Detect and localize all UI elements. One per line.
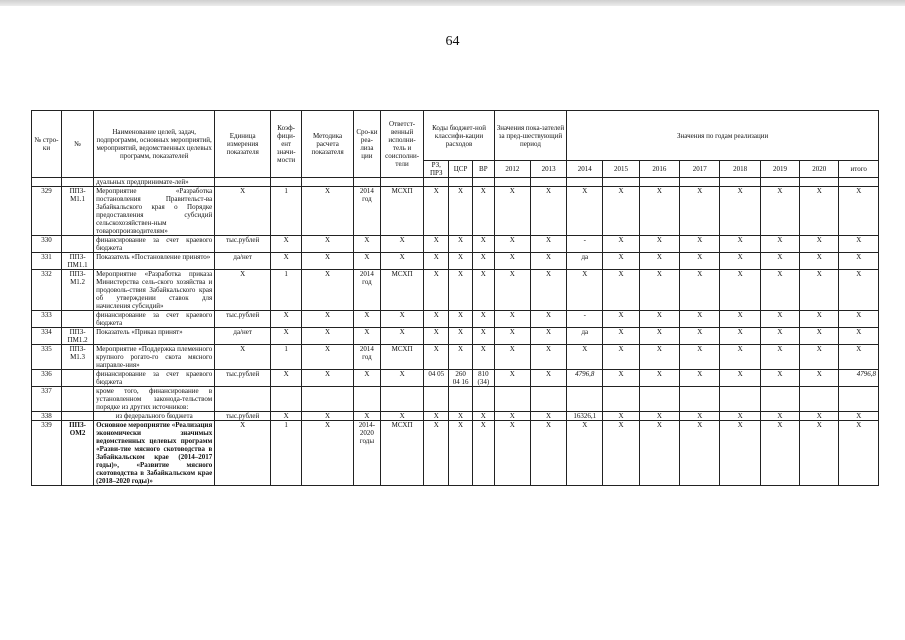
row-number: 333 [32, 311, 62, 328]
row-value-2017: Х [680, 311, 720, 328]
row-value-total: Х [839, 187, 879, 236]
row-vr: Х [472, 253, 494, 270]
row-method [302, 387, 354, 412]
row-rz: Х [424, 311, 449, 328]
row-value-2013: Х [530, 187, 566, 236]
header-year-2013: 2013 [530, 161, 566, 178]
row-number [32, 178, 62, 187]
row-number: 337 [32, 387, 62, 412]
row-term: 2014 год [353, 345, 380, 370]
row-value-total: Х [839, 236, 879, 253]
header-vr: ВР [472, 161, 494, 178]
table-row [32, 345, 879, 370]
row-value-2020: Х [800, 187, 839, 236]
row-number: 336 [32, 370, 62, 387]
row-value-2020: Х [800, 421, 839, 486]
row-value-2020: Х [800, 236, 839, 253]
row-code [62, 370, 94, 387]
page-number: 64 [445, 34, 460, 49]
row-name: кроме того, финансирование в установленном законода-тельством порядке из других источников: [94, 387, 215, 412]
row-value-2015: Х [603, 236, 639, 253]
row-value-2014: да [567, 328, 603, 345]
row-code: ППЗ-ОМ2 [62, 421, 94, 486]
row-value-2018: Х [720, 412, 760, 421]
header-num: № [62, 111, 94, 178]
row-value-2012: Х [494, 370, 530, 387]
row-value-2014 [567, 387, 603, 412]
row-value-2017: Х [680, 270, 720, 311]
row-value-2017: Х [680, 253, 720, 270]
row-value-2013: Х [530, 311, 566, 328]
row-value-2017: Х [680, 412, 720, 421]
row-value-2015: Х [603, 412, 639, 421]
scan-top-edge [0, 0, 905, 6]
row-resp: МСХП [380, 345, 423, 370]
table-row [32, 412, 879, 421]
row-value-2016: Х [639, 187, 679, 236]
row-name: Мероприятие «Разработка приказа Министерства сель-ского хозяйства и продоволь-ствия Забайкальского края об утверждении ставок для начисления субсидий» [94, 270, 215, 311]
row-unit [215, 387, 271, 412]
row-value-2018: Х [720, 187, 760, 236]
row-value-2020: Х [800, 412, 839, 421]
row-value-total: Х [839, 421, 879, 486]
row-csr: Х [449, 253, 473, 270]
row-value-2012 [494, 178, 530, 187]
table-row [32, 328, 879, 345]
row-term: 2014 год [353, 270, 380, 311]
row-value-2012: Х [494, 328, 530, 345]
row-coef: 1 [271, 270, 302, 311]
row-resp: Х [380, 311, 423, 328]
row-method: Х [302, 345, 354, 370]
header-method: Методика расчета показателя [302, 111, 354, 178]
row-value-2016: Х [639, 270, 679, 311]
row-value-total: 4796,8 [839, 370, 879, 387]
row-value-2015: Х [603, 370, 639, 387]
row-value-2012: Х [494, 236, 530, 253]
row-vr: 810 (34) [472, 370, 494, 387]
row-value-2019: Х [760, 345, 799, 370]
row-value-2019: Х [760, 253, 799, 270]
row-value-2016: Х [639, 253, 679, 270]
row-code [62, 178, 94, 187]
table-row [32, 178, 879, 187]
row-vr: Х [472, 187, 494, 236]
row-vr: Х [472, 270, 494, 311]
row-value-2016: Х [639, 236, 679, 253]
row-value-2014: Х [567, 345, 603, 370]
row-name: Мероприятие «Поддержка племенного крупного рогато-го скота мясного направле-ния» [94, 345, 215, 370]
row-coef [271, 387, 302, 412]
row-value-2015 [603, 387, 639, 412]
row-name: дуальных предпринимате-лей» [94, 178, 215, 187]
table-row [32, 253, 879, 270]
row-unit: Х [215, 345, 271, 370]
row-value-2015: Х [603, 421, 639, 486]
row-value-2012: Х [494, 421, 530, 486]
row-unit: тыс.рублей [215, 236, 271, 253]
row-value-2018: Х [720, 311, 760, 328]
row-value-2014: Х [567, 421, 603, 486]
row-method: Х [302, 328, 354, 345]
row-method: Х [302, 412, 354, 421]
row-value-2015: Х [603, 270, 639, 311]
row-value-2015: Х [603, 253, 639, 270]
row-method: Х [302, 421, 354, 486]
row-name: Показатель «Приказ принят» [94, 328, 215, 345]
row-term: Х [353, 412, 380, 421]
row-value-2020 [800, 387, 839, 412]
row-coef: Х [271, 311, 302, 328]
row-unit: Х [215, 421, 271, 486]
row-csr [449, 178, 473, 187]
row-method: Х [302, 270, 354, 311]
row-value-2013: Х [530, 345, 566, 370]
row-value-2012: Х [494, 187, 530, 236]
row-method: Х [302, 311, 354, 328]
row-method: Х [302, 187, 354, 236]
row-value-2013: Х [530, 412, 566, 421]
row-value-2012: Х [494, 345, 530, 370]
row-code [62, 311, 94, 328]
row-value-total: Х [839, 270, 879, 311]
row-value-2014: - [567, 236, 603, 253]
row-value-2012: Х [494, 311, 530, 328]
table-row [32, 270, 879, 311]
row-number: 334 [32, 328, 62, 345]
row-value-2017: Х [680, 328, 720, 345]
header-year-2019: 2019 [760, 161, 799, 178]
row-resp [380, 178, 423, 187]
row-term: Х [353, 328, 380, 345]
header-year-2014: 2014 [567, 161, 603, 178]
row-value-2016: Х [639, 311, 679, 328]
header-year-2017: 2017 [680, 161, 720, 178]
row-resp: Х [380, 328, 423, 345]
row-vr: Х [472, 412, 494, 421]
row-resp: МСХП [380, 270, 423, 311]
row-term: Х [353, 236, 380, 253]
table-body [32, 178, 879, 486]
row-name: Основное мероприятие «Реализация экономически значимых ведомственных целевых программ «Разви-тие мясного скотоводства в Забайкальском крае (2014–2017 годы)», «Развитие мясного скотоводства в Забайкальском крае (2018–2020 годы)» [94, 421, 215, 486]
row-value-2018: Х [720, 370, 760, 387]
row-unit: Х [215, 187, 271, 236]
row-name: финансирование за счет краевого бюджета [94, 311, 215, 328]
row-value-2015: Х [603, 345, 639, 370]
header-coef: Коэф-фици-ент значи-мости [271, 111, 302, 178]
row-value-2019: Х [760, 270, 799, 311]
row-value-total: Х [839, 328, 879, 345]
row-value-2017: Х [680, 421, 720, 486]
row-value-2018: Х [720, 345, 760, 370]
row-coef: Х [271, 370, 302, 387]
row-value-2019: Х [760, 187, 799, 236]
row-value-2014: 4796,8 [567, 370, 603, 387]
row-value-2013: Х [530, 236, 566, 253]
row-value-2019 [760, 387, 799, 412]
row-coef: 1 [271, 421, 302, 486]
row-name: финансирование за счет краевого бюджета [94, 370, 215, 387]
row-code [62, 387, 94, 412]
row-name: финансирование за счет краевого бюджета [94, 236, 215, 253]
row-vr [472, 387, 494, 412]
row-value-2015: Х [603, 187, 639, 236]
row-value-2012: Х [494, 412, 530, 421]
row-value-2018: Х [720, 328, 760, 345]
row-value-2014: да [567, 253, 603, 270]
row-value-2014: Х [567, 187, 603, 236]
row-value-2016 [639, 178, 679, 187]
row-value-2013 [530, 387, 566, 412]
row-value-2014 [567, 178, 603, 187]
row-number: 330 [32, 236, 62, 253]
row-csr: Х [449, 345, 473, 370]
row-csr: Х [449, 311, 473, 328]
row-unit: Х [215, 270, 271, 311]
row-resp: Х [380, 412, 423, 421]
row-value-2020: Х [800, 345, 839, 370]
row-value-2016: Х [639, 370, 679, 387]
row-value-2013 [530, 178, 566, 187]
row-coef: Х [271, 253, 302, 270]
row-value-2014: 16326,1 [567, 412, 603, 421]
row-term: Х [353, 370, 380, 387]
table-row [32, 311, 879, 328]
table-row [32, 421, 879, 486]
row-value-2020: Х [800, 311, 839, 328]
row-rz: Х [424, 270, 449, 311]
row-resp: МСХП [380, 187, 423, 236]
row-coef: 1 [271, 187, 302, 236]
row-value-2013: Х [530, 253, 566, 270]
row-unit: да/нет [215, 328, 271, 345]
row-value-2016: Х [639, 412, 679, 421]
header-years-group: Значения по годам реализации [567, 111, 879, 161]
header-year-2016: 2016 [639, 161, 679, 178]
row-code: ППЗ-М1.3 [62, 345, 94, 370]
row-term: 2014 год [353, 187, 380, 236]
row-rz: 04 05 [424, 370, 449, 387]
row-code [62, 236, 94, 253]
row-value-2018: Х [720, 270, 760, 311]
row-value-2013: Х [530, 421, 566, 486]
row-name: Мероприятие «Разработка постановления Правительст-ва Забайкальского края о Порядке предоставления субсидий сельскохозяйствен-ным товаропроизводителям» [94, 187, 215, 236]
row-value-2013: Х [530, 370, 566, 387]
row-value-2019: Х [760, 412, 799, 421]
row-value-2019: Х [760, 328, 799, 345]
row-rz [424, 387, 449, 412]
row-value-total: Х [839, 412, 879, 421]
row-value-2018 [720, 178, 760, 187]
row-vr: Х [472, 345, 494, 370]
header-rownum: № стро-ки [32, 111, 62, 178]
row-rz: Х [424, 187, 449, 236]
row-value-2016 [639, 387, 679, 412]
header-term: Сро-ки реа-лиза ции [353, 111, 380, 178]
row-value-total: Х [839, 253, 879, 270]
row-value-2015: Х [603, 311, 639, 328]
header-year-2020: 2020 [800, 161, 839, 178]
row-csr [449, 387, 473, 412]
row-value-2016: Х [639, 328, 679, 345]
table-header [32, 111, 879, 178]
row-value-2018: Х [720, 236, 760, 253]
row-value-2018 [720, 387, 760, 412]
row-resp: МСХП [380, 421, 423, 486]
header-year-2015: 2015 [603, 161, 639, 178]
header-rz: РЗ, ПРЗ [424, 161, 449, 178]
row-resp [380, 387, 423, 412]
program-table [31, 110, 879, 486]
row-value-2019: Х [760, 421, 799, 486]
row-value-2017: Х [680, 370, 720, 387]
row-method: Х [302, 236, 354, 253]
row-code: ППЗ-М1.2 [62, 270, 94, 311]
row-value-2015 [603, 178, 639, 187]
row-resp: Х [380, 253, 423, 270]
row-number: 338 [32, 412, 62, 421]
row-coef: Х [271, 412, 302, 421]
row-rz: Х [424, 345, 449, 370]
row-value-2017: Х [680, 345, 720, 370]
row-value-2012 [494, 387, 530, 412]
row-rz: Х [424, 236, 449, 253]
row-rz: Х [424, 412, 449, 421]
row-rz [424, 178, 449, 187]
row-code [62, 412, 94, 421]
row-value-2020 [800, 178, 839, 187]
row-value-2020: Х [800, 370, 839, 387]
row-vr: Х [472, 421, 494, 486]
row-unit: тыс.рублей [215, 370, 271, 387]
row-value-2016: Х [639, 345, 679, 370]
row-unit: тыс.рублей [215, 311, 271, 328]
row-vr [472, 178, 494, 187]
row-csr: Х [449, 412, 473, 421]
table-row [32, 387, 879, 412]
table-row [32, 236, 879, 253]
row-value-2012: Х [494, 270, 530, 311]
row-term [353, 387, 380, 412]
row-value-2017 [680, 387, 720, 412]
row-method: Х [302, 253, 354, 270]
row-value-2015: Х [603, 328, 639, 345]
row-number: 339 [32, 421, 62, 486]
row-coef: 1 [271, 345, 302, 370]
row-csr: Х [449, 236, 473, 253]
row-value-2016: Х [639, 421, 679, 486]
row-term: 2014-2020 годы [353, 421, 380, 486]
header-total: итого [839, 161, 879, 178]
row-number: 331 [32, 253, 62, 270]
row-value-total [839, 387, 879, 412]
row-method: Х [302, 370, 354, 387]
row-unit [215, 178, 271, 187]
row-coef: Х [271, 236, 302, 253]
row-code: ППЗ-ПМ1.1 [62, 253, 94, 270]
row-term: Х [353, 311, 380, 328]
row-value-total [839, 178, 879, 187]
row-coef [271, 178, 302, 187]
header-name: Наименование целей, задач, подпрограмм, основных мероприятий, мероприятий, ведомственных целевых программ, показателей [94, 111, 215, 178]
table-row [32, 370, 879, 387]
row-value-total: Х [839, 311, 879, 328]
row-value-2020: Х [800, 328, 839, 345]
header-unit: Единица измерения показателя [215, 111, 271, 178]
row-code: ППЗ-М1.1 [62, 187, 94, 236]
row-rz: Х [424, 253, 449, 270]
row-unit: да/нет [215, 253, 271, 270]
row-number: 332 [32, 270, 62, 311]
header-resp: Ответст-венный исполни-тель и соисполни-тели [380, 111, 423, 178]
header-codes: Коды бюджет-ной классифи-кации расходов [424, 111, 494, 161]
row-value-2013: Х [530, 270, 566, 311]
row-name: Показатель «Постановление принято» [94, 253, 215, 270]
row-vr: Х [472, 311, 494, 328]
row-coef: Х [271, 328, 302, 345]
row-value-2019 [760, 178, 799, 187]
row-value-2019: Х [760, 236, 799, 253]
header-year-2018: 2018 [720, 161, 760, 178]
row-csr: Х [449, 187, 473, 236]
row-resp: Х [380, 236, 423, 253]
row-value-2020: Х [800, 270, 839, 311]
row-name: из федерального бюджета [94, 412, 215, 421]
row-number: 335 [32, 345, 62, 370]
row-vr: Х [472, 328, 494, 345]
row-csr: 260 04 16 [449, 370, 473, 387]
row-rz: Х [424, 328, 449, 345]
row-code: ППЗ-ПМ1.2 [62, 328, 94, 345]
row-value-2014: Х [567, 270, 603, 311]
row-csr: Х [449, 270, 473, 311]
row-value-2012: Х [494, 253, 530, 270]
row-value-2019: Х [760, 311, 799, 328]
row-value-2018: Х [720, 421, 760, 486]
row-value-2019: Х [760, 370, 799, 387]
row-value-total: Х [839, 345, 879, 370]
row-value-2014: - [567, 311, 603, 328]
row-vr: Х [472, 236, 494, 253]
row-value-2018: Х [720, 253, 760, 270]
table-row [32, 187, 879, 236]
row-value-2020: Х [800, 253, 839, 270]
header-year-2012: 2012 [494, 161, 530, 178]
row-number: 329 [32, 187, 62, 236]
row-rz: Х [424, 421, 449, 486]
row-term: Х [353, 253, 380, 270]
header-csr: ЦСР [449, 161, 473, 178]
row-value-2013: Х [530, 328, 566, 345]
row-term [353, 178, 380, 187]
row-unit: тыс.рублей [215, 412, 271, 421]
row-value-2017 [680, 178, 720, 187]
row-method [302, 178, 354, 187]
row-resp: Х [380, 370, 423, 387]
row-csr: Х [449, 328, 473, 345]
row-csr: Х [449, 421, 473, 486]
header-prev: Значения пока-зателей за пред-шествующий период [494, 111, 566, 161]
row-value-2017: Х [680, 187, 720, 236]
row-value-2017: Х [680, 236, 720, 253]
